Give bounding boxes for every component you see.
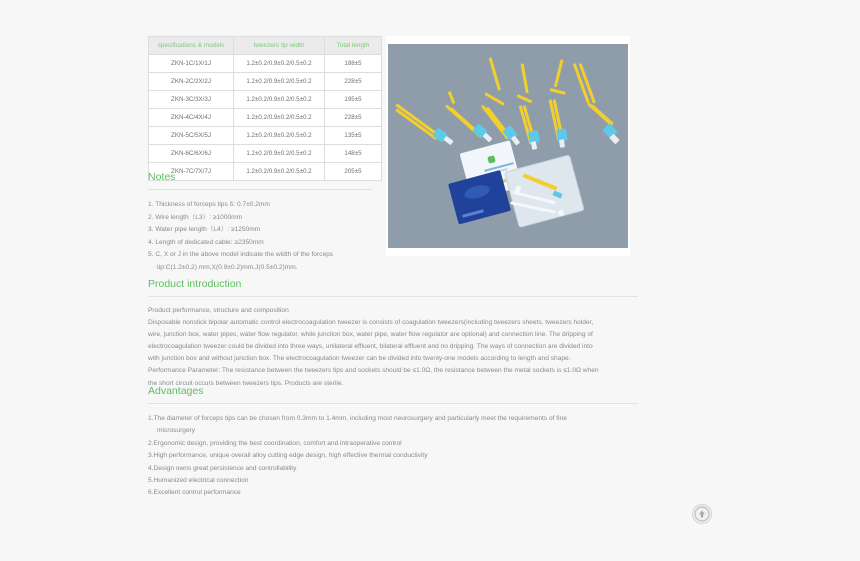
- paragraph-line: wire, junction box, water pipes, water flow regulator, while junction box, water pipe, water flow regulator are optional) and connection line. The dripping of: [148, 331, 593, 339]
- cell-total-length: 205±5: [325, 163, 382, 181]
- advantages-item-text: 5.Humanized electrical connection: [148, 477, 249, 485]
- paragraph-line: Product performance, structure and composition: [148, 307, 289, 314]
- cell-model: ZKN-3C/3X/3J: [149, 91, 234, 109]
- advantages-section: [148, 384, 638, 500]
- notes-item: [148, 224, 388, 237]
- table-row: [149, 73, 382, 91]
- back-to-top-button[interactable]: [692, 504, 712, 524]
- notes-item-text: 2. Wire length（L3）: ≥1000mm: [148, 213, 243, 221]
- advantages-item: [148, 487, 638, 499]
- notes-item: [148, 199, 388, 212]
- product-photo-canvas: [388, 44, 628, 248]
- advantages-item: [148, 450, 638, 462]
- table-header-row: [149, 37, 382, 55]
- table-header: [149, 37, 382, 55]
- column-header-model: specifications & models: [149, 37, 234, 55]
- cell-model: ZKN-7C/7X/7J: [149, 163, 234, 181]
- paragraph-line: the short circuit occurs between tweezers tips. Products are sterile.: [148, 379, 344, 387]
- cell-total-length: 228±5: [325, 109, 382, 127]
- advantages-item-text: 6.Excellent control performance: [148, 489, 241, 497]
- notes-item-text: 3. Water pipe length（L4）: ≥1250mm: [148, 226, 261, 233]
- cell-total-length: 228±5: [325, 73, 382, 91]
- notes-divider: [148, 189, 372, 190]
- advantages-item-subtext: microsurgery: [157, 427, 196, 435]
- notes-item-text: 4. Length of dedicated cable: ≥2350mm: [148, 238, 264, 246]
- notes-item-subtext: tip:C(1.2±0.2) mm,X(0.9±0.2)mm,J(0.5±0.2)mm.: [157, 263, 298, 271]
- notes-item: [148, 237, 388, 250]
- paragraph-line: Performance Parameter: The resistance between the tweezers tips and sockets should be ≤1.0Ω, the resistance between the metal sockets is ≤1.0Ω when: [148, 367, 599, 375]
- cell-total-length: 188±5: [325, 55, 382, 73]
- paragraph-line: with junction box and without junction box. The electrocoagulation tweezer can be divided into twenty-one models according to length and shape.: [148, 355, 571, 363]
- cell-total-length: 135±5: [325, 127, 382, 145]
- notes-list: [148, 199, 388, 274]
- advantages-item: [148, 438, 638, 450]
- cell-tip-width: 1.2±0.2/0.9±0.2/0.5±0.2: [234, 73, 325, 91]
- paragraph-line: electrocoagulation tweezer could be divided into three ways, unilateral effluent, bilateral effluent and no dripping. The ways of connection are divided into: [148, 343, 593, 351]
- paragraph-line: Disposable nonstick bipolar automatic control electrocoagulation tweezer is consists of coagulation tweezers(including tweezers sheets, tweezers holder,: [148, 319, 594, 327]
- notes-heading: Notes: [148, 171, 176, 183]
- product-photo: [386, 36, 630, 256]
- column-header-total-length: Total length: [325, 37, 382, 55]
- advantages-item: [148, 413, 638, 438]
- advantages-item-text: 1.The diameter of forceps tips can be chosen from 0.3mm to 1.4mm, including most neurosurgery and particularly meet the requirements of fine: [148, 415, 567, 422]
- cell-total-length: 195±5: [325, 91, 382, 109]
- advantages-heading: Advantages: [148, 385, 204, 397]
- cell-model: ZKN-1C/1X/1J: [149, 55, 234, 73]
- product-introduction-heading: Product introduction: [148, 278, 242, 290]
- advantages-item-text: 2.Ergonomic design, providing the best coordination, comfort and intraoperative control: [148, 439, 402, 447]
- table-row: [149, 109, 382, 127]
- notes-item-text: 5. C, X or J in the above model indicate the width of the forceps: [148, 251, 334, 258]
- cell-model: ZKN-6C/6X/6J: [149, 145, 234, 163]
- advantages-item: [148, 463, 638, 475]
- cell-tip-width: 1.2±0.2/0.9±0.2/0.5±0.2: [234, 163, 325, 181]
- advantages-list: [148, 413, 638, 500]
- notes-item: [148, 212, 388, 225]
- cell-model: ZKN-5C/5X/5J: [149, 127, 234, 145]
- tweezer-6: [566, 60, 618, 152]
- cell-model: ZKN-2C/2X/2J: [149, 73, 234, 91]
- advantages-item: [148, 475, 638, 487]
- cell-model: ZKN-4C/4X/4J: [149, 109, 234, 127]
- blister-dot: [515, 186, 521, 192]
- specifications-table: [148, 36, 382, 181]
- product-introduction-body: [148, 305, 638, 390]
- arrow-up-circle-icon: [693, 505, 711, 523]
- cell-tip-width: 1.2±0.2/0.9±0.2/0.5±0.2: [234, 145, 325, 163]
- table-row: [149, 145, 382, 163]
- column-header-tip-width: tweezers tip width: [234, 37, 325, 55]
- table-row: [149, 91, 382, 109]
- product-introduction-section: [148, 277, 638, 390]
- advantages-item-text: 3.High performance, unique overall alloy cutting edge design, high effective thermal conductivity: [148, 452, 428, 460]
- cell-tip-width: 1.2±0.2/0.9±0.2/0.5±0.2: [234, 109, 325, 127]
- product-introduction-divider: [148, 296, 638, 297]
- notes-item-text: 1. Thickness of forceps tips δ: 0.7±0.2mm: [148, 201, 270, 208]
- product-detail-page: [148, 0, 638, 561]
- advantages-item-text: 4.Design owns great persistence and controllability: [148, 464, 297, 472]
- blister-dot: [558, 210, 564, 216]
- notes-section: [148, 170, 388, 274]
- cell-total-length: 148±5: [325, 145, 382, 163]
- table-row: [149, 55, 382, 73]
- cell-tip-width: 1.2±0.2/0.9±0.2/0.5±0.2: [234, 91, 325, 109]
- cell-tip-width: 1.2±0.2/0.9±0.2/0.5±0.2: [234, 55, 325, 73]
- notes-item: [148, 249, 388, 274]
- table-body: [149, 55, 382, 181]
- advantages-divider: [148, 403, 638, 404]
- cell-tip-width: 1.2±0.2/0.9±0.2/0.5±0.2: [234, 127, 325, 145]
- table-row: [149, 127, 382, 145]
